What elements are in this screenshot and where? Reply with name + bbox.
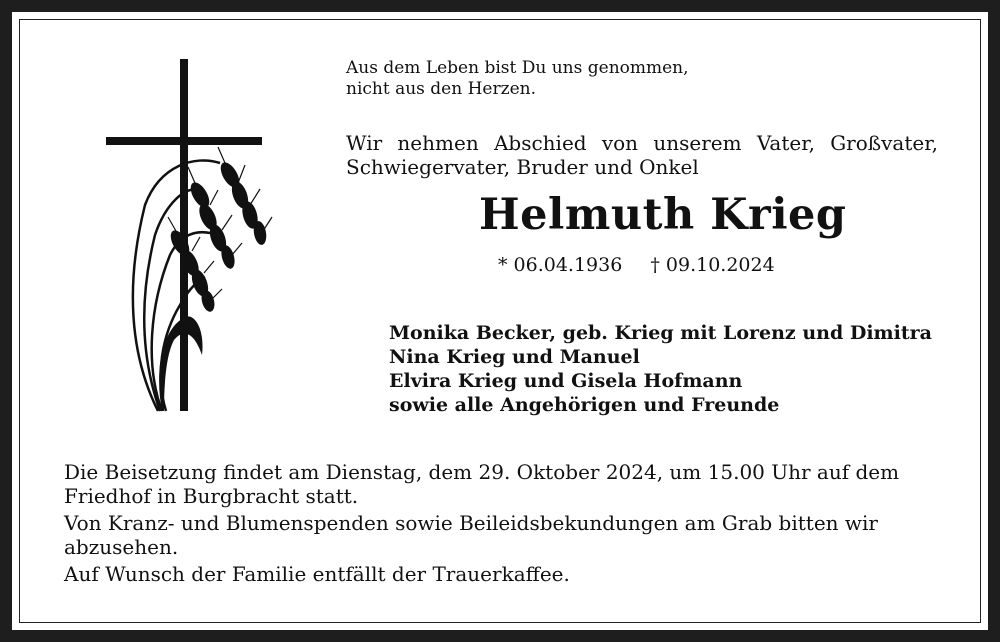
mourner-line: Monika Becker, geb. Krieg mit Lorenz und Dimitra — [389, 322, 932, 344]
intro-word: Abschied — [493, 131, 587, 155]
birth-date: * 06.04.1936 — [498, 254, 623, 276]
memorial-quote — [346, 58, 689, 100]
quote-line-2: nicht aus den Herzen. — [346, 79, 536, 99]
intro-word: Vater, — [756, 131, 815, 155]
cross-with-wheat-icon — [100, 55, 285, 415]
intro-word: Großvater, — [830, 131, 938, 155]
mourner-line: sowie alle Angehörigen und Freunde — [389, 394, 780, 416]
flowers-notice — [64, 511, 899, 559]
death-date: † 09.10.2024 — [650, 254, 775, 276]
intro-word: unserem — [653, 131, 742, 155]
flowers-line-2: abzusehen. — [64, 535, 179, 559]
intro-word: von — [601, 131, 639, 155]
deceased-name: Helmuth Krieg — [479, 190, 847, 240]
life-dates — [498, 254, 797, 276]
flowers-line-1: Von Kranz- und Blumenspenden sowie Beileidsbekundungen am Grab bitten wir — [64, 511, 878, 535]
farewell-intro — [346, 131, 938, 179]
mourner-line: Nina Krieg und Manuel — [389, 346, 640, 368]
funeral-notices — [64, 460, 899, 589]
intro-line-1 — [346, 131, 938, 155]
burial-notice — [64, 460, 899, 508]
intro-word: nehmen — [397, 131, 479, 155]
burial-line-1: Die Beisetzung findet am Dienstag, dem 29. Oktober 2024, um 15.00 Uhr auf dem — [64, 460, 900, 484]
mourners-list — [389, 321, 932, 417]
coffee-notice: Auf Wunsch der Familie entfällt der Trauerkaffee. — [64, 562, 570, 586]
quote-line-1: Aus dem Leben bist Du uns genommen, — [346, 58, 689, 78]
intro-word: Wir — [346, 131, 383, 155]
mourner-line: Elvira Krieg und Gisela Hofmann — [389, 370, 743, 392]
burial-line-2: Friedhof in Burgbracht statt. — [64, 484, 359, 508]
intro-line-2: Schwiegervater, Bruder und Onkel — [346, 155, 699, 179]
